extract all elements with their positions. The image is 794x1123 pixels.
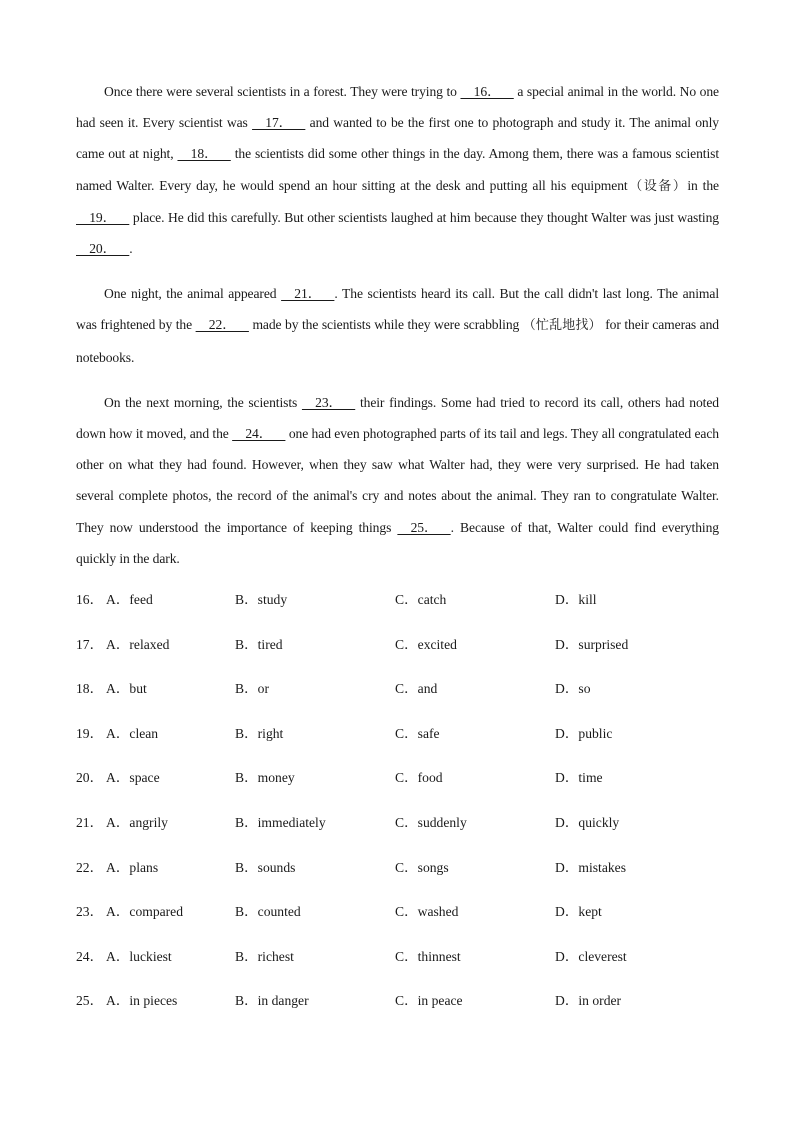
blank-20: 20．: [76, 241, 130, 257]
option-d: D．kill: [555, 592, 597, 608]
question-row: [76, 811, 719, 856]
question-number: 25．: [76, 993, 104, 1009]
option-d: D．mistakes: [555, 859, 626, 875]
text: and wanted to be the first one to photograph and study it. The animal only came out at night,: [76, 115, 720, 162]
option-b: B．sounds: [235, 859, 296, 875]
passage-paragraph-1: [76, 76, 719, 264]
blank-23: 23．: [301, 394, 356, 410]
question-number: 24．: [76, 948, 104, 964]
option-b: B．counted: [235, 904, 301, 920]
option-d: D．kept: [555, 904, 602, 920]
option-a: A．relaxed: [106, 636, 170, 652]
option-d: D．in order: [555, 993, 622, 1009]
text: place. He did this carefully. But other scientists laughed at him because they thought Walter was just wasting: [129, 209, 719, 225]
option-b: B．richest: [235, 948, 294, 964]
text: . The scientists heard its call. But the call didn't last long. The animal was frightened by the: [76, 286, 719, 333]
passage-paragraph-3: [76, 387, 719, 574]
text: made by the scientists while they were scrabbling: [248, 317, 523, 333]
blank-25: 25．: [397, 519, 451, 535]
option-d: D．so: [555, 681, 591, 697]
option-b: B．money: [235, 770, 295, 786]
option-c: C．food: [395, 770, 443, 786]
question-row: [76, 722, 719, 767]
option-d: D．time: [555, 770, 603, 786]
passage-paragraph-2: [76, 278, 719, 373]
question-number: 21．: [76, 815, 104, 831]
text: One night, the animal appeared: [104, 286, 282, 302]
option-a: A．compared: [106, 904, 184, 920]
option-b: B．in danger: [235, 993, 309, 1009]
option-d: D．public: [555, 725, 613, 741]
option-d: D．quickly: [555, 815, 620, 831]
blank-22: 22．: [195, 317, 249, 333]
question-row: [76, 766, 719, 811]
question-number: 20．: [76, 770, 104, 786]
option-d: D．surprised: [555, 636, 629, 652]
question-row: [76, 588, 719, 633]
question-number: 17．: [76, 636, 104, 652]
question-number: 18．: [76, 681, 104, 697]
text: On the next morning, the scientists: [104, 394, 302, 410]
option-b: B．study: [235, 592, 288, 608]
text: for their cameras and notebooks.: [76, 317, 720, 365]
text: Once there were several scientists in a forest. They were trying to: [104, 84, 461, 99]
question-row: [76, 900, 719, 945]
option-b: B．tired: [235, 636, 283, 652]
option-b: B．immediately: [235, 815, 326, 831]
question-row: [76, 856, 719, 901]
option-a: A．angrily: [106, 815, 168, 831]
option-c: C．in peace: [395, 993, 463, 1009]
chinese-gloss: （设备）: [627, 178, 688, 194]
question-number: 22．: [76, 859, 104, 875]
option-c: C．safe: [395, 725, 440, 741]
text: in the: [687, 177, 719, 193]
option-b: B．or: [235, 681, 269, 697]
option-c: C．catch: [395, 592, 447, 608]
blank-24: 24．: [232, 426, 286, 442]
question-row: [76, 989, 719, 1034]
blank-17: 17．: [252, 115, 306, 131]
option-d: D．cleverest: [555, 948, 627, 964]
text: one had even photographed parts of its tail and legs. They all congratulated each other on what they had found. However, when they saw what Walter had, they were very surprised. He had taken several complete photos, the record of the animal's cry and notes about the animal. They ran to congratulate Walter. They now understood the importance of keeping things: [76, 426, 719, 535]
option-c: C．excited: [395, 636, 457, 652]
question-number: 16．: [76, 592, 104, 608]
chinese-gloss: （忙乱地找）: [522, 318, 602, 334]
question-row: [76, 677, 719, 722]
document-page: [76, 76, 719, 1034]
blank-16: 16．: [460, 84, 514, 99]
option-a: A．plans: [106, 859, 159, 875]
blank-18: 18．: [177, 146, 231, 162]
text: . Because of that, Walter could find everything quickly in the dark.: [76, 519, 719, 566]
blank-19: 19．: [76, 209, 130, 225]
option-c: C．washed: [395, 904, 459, 920]
question-number: 23．: [76, 904, 104, 920]
blank-21: 21．: [281, 286, 335, 302]
option-c: C．songs: [395, 859, 449, 875]
text: the scientists did some other things in the day. Among them, there was a famous scientist named Walter. Every day, he would spend an hour sitting at the desk and putting all his equipment: [76, 146, 719, 193]
option-a: A．feed: [106, 592, 153, 608]
text: a special animal in the world. No one had seen it. Every scientist was: [76, 84, 719, 131]
text: their findings. Some had tried to record its call, others had noted down how it moved, and the: [76, 394, 719, 442]
question-number: 19．: [76, 725, 104, 741]
option-b: B．right: [235, 725, 284, 741]
question-row: [76, 945, 719, 990]
option-c: C．suddenly: [395, 815, 467, 831]
question-row: [76, 633, 719, 678]
option-a: A．but: [106, 681, 147, 697]
option-a: A．luckiest: [106, 948, 172, 964]
option-a: A．in pieces: [106, 993, 178, 1009]
option-c: C．thinnest: [395, 948, 461, 964]
text: .: [129, 241, 133, 257]
option-c: C．and: [395, 681, 438, 697]
answer-options: [76, 588, 719, 1034]
option-a: A．space: [106, 770, 160, 786]
option-a: A．clean: [106, 725, 159, 741]
